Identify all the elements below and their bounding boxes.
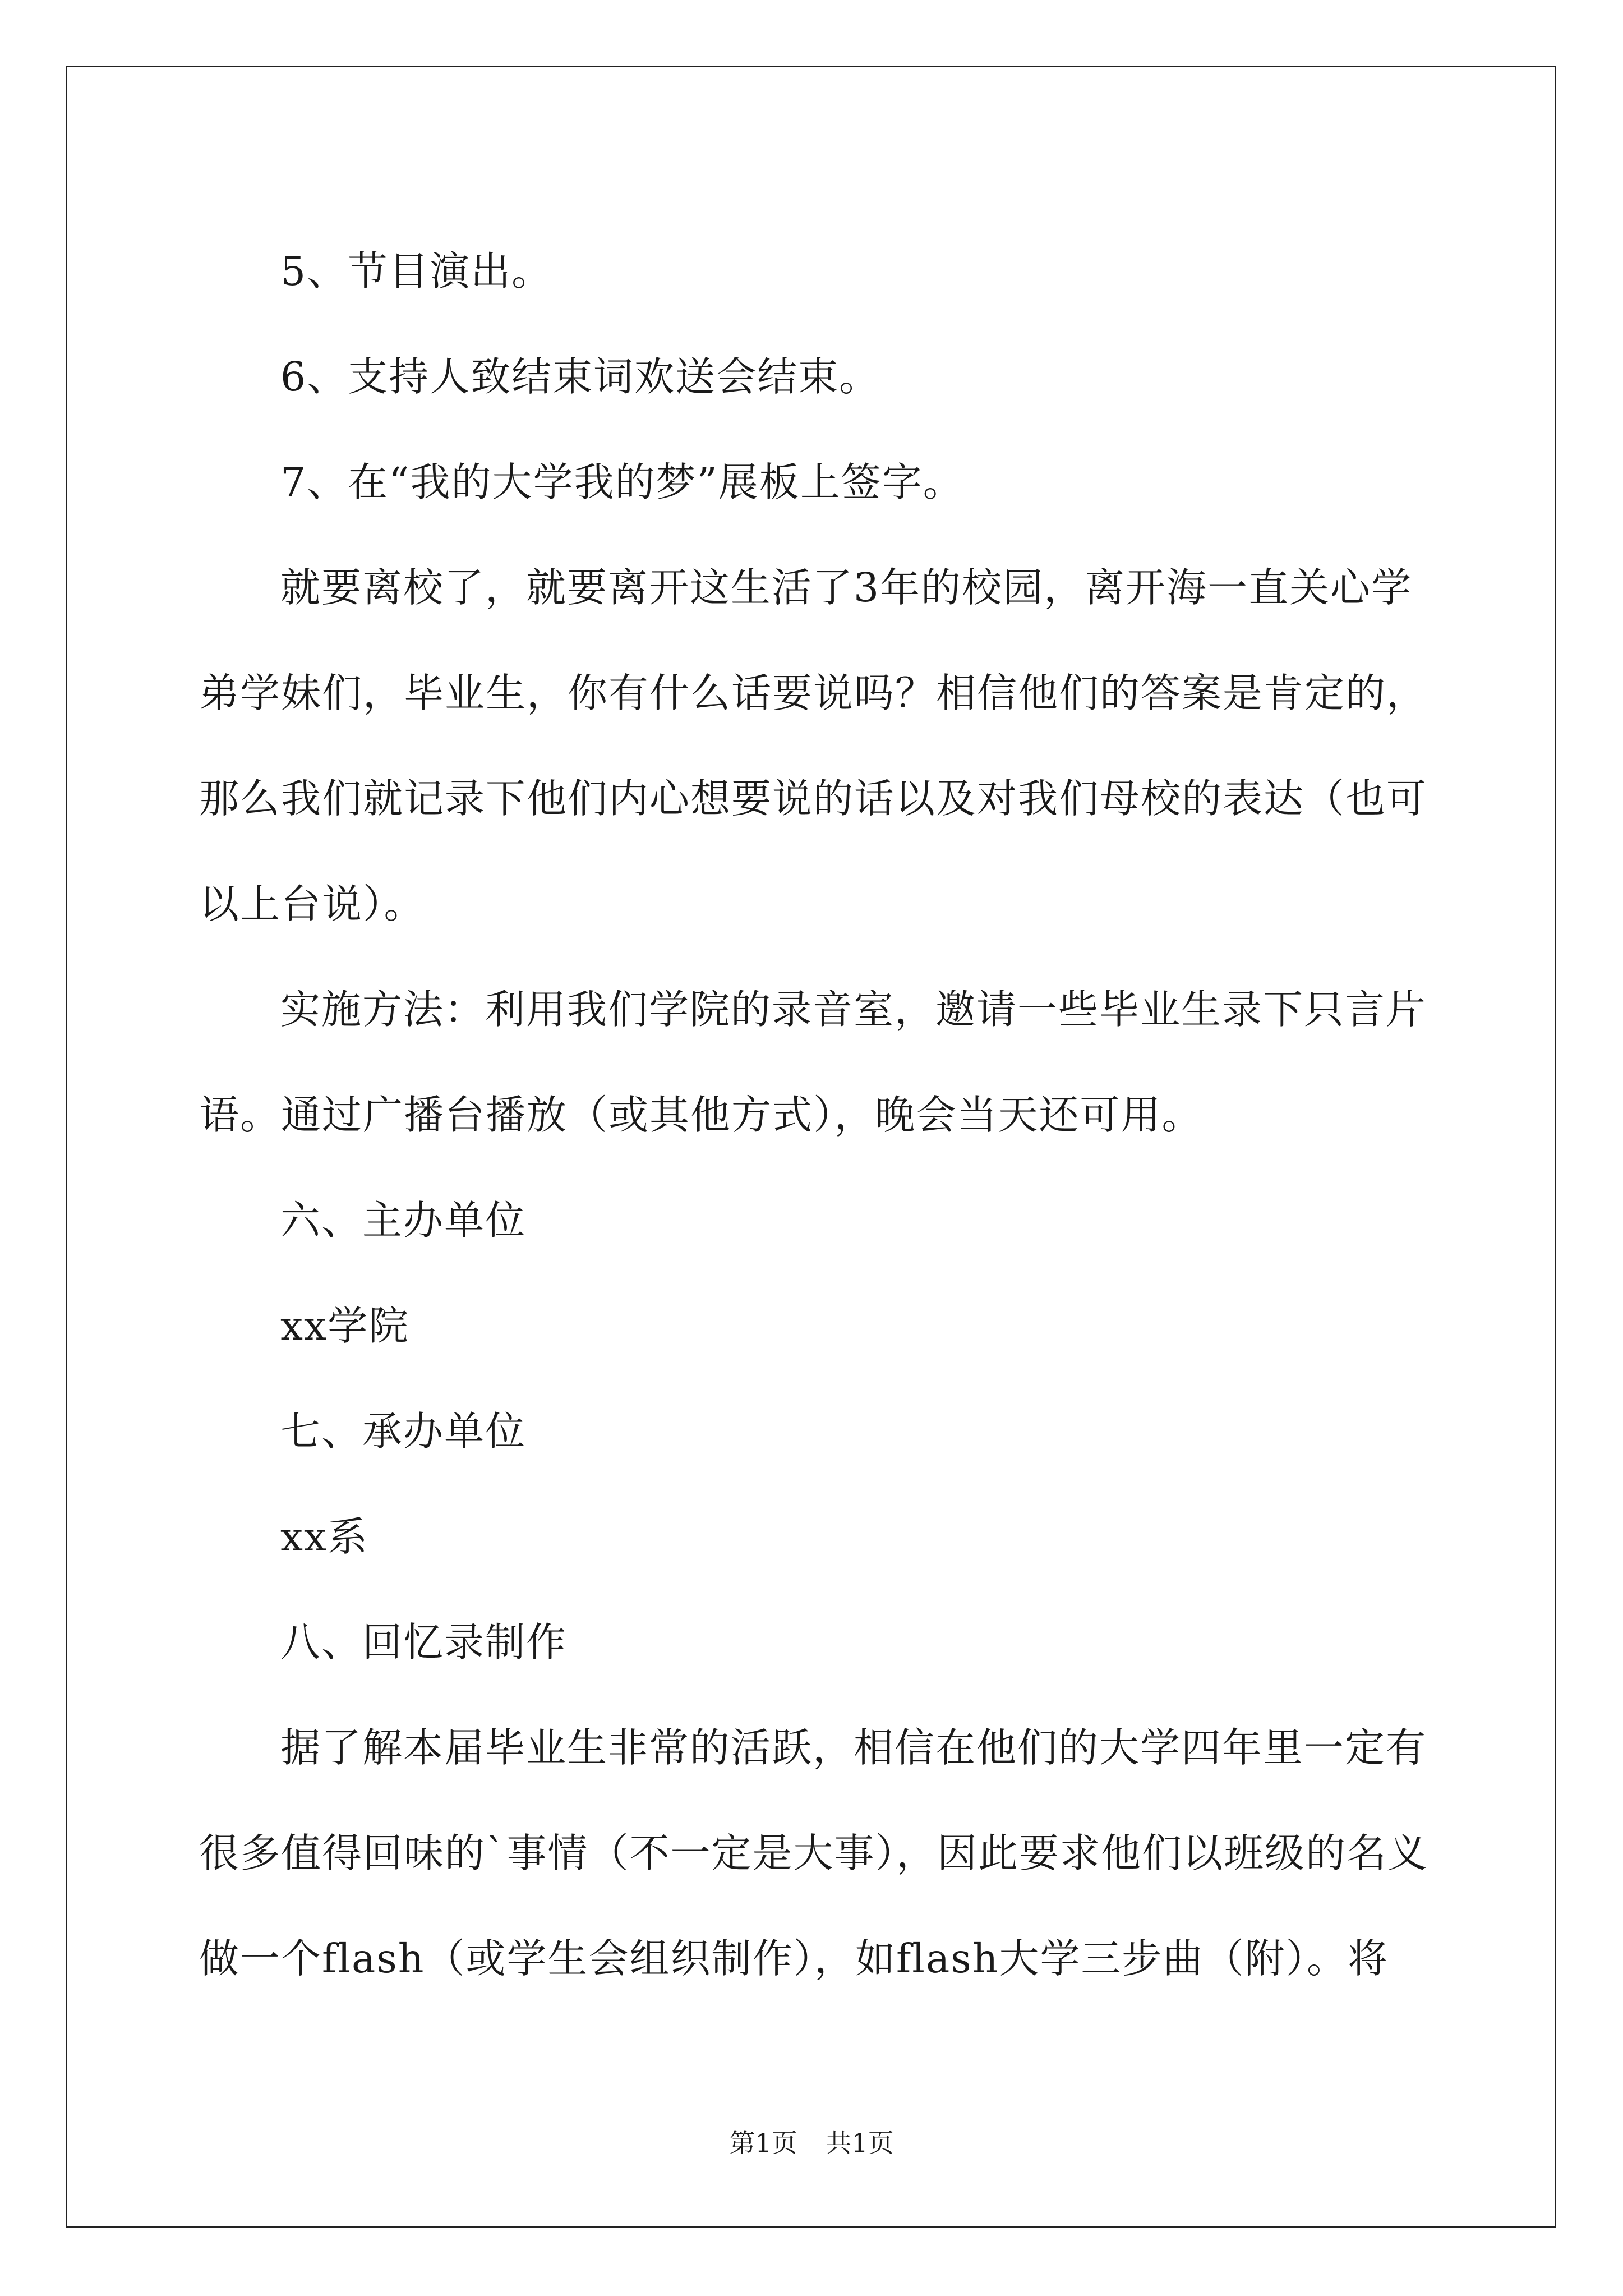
- section-heading: 七、承办单位: [280, 1408, 527, 1455]
- text-line: 6、支持人致结束词欢送会结束。: [280, 353, 880, 400]
- text-line: 做一个flash（或学生会组织制作），如flash大学三步曲（附）。将: [199, 1935, 1389, 1982]
- text-line: 5、节目演出。: [280, 248, 553, 295]
- section-heading: 六、主办单位: [280, 1197, 527, 1244]
- document-body: [199, 219, 1428, 2012]
- text-line: 实施方法：利用我们学院的录音室，邀请一些毕业生录下只言片: [280, 986, 1427, 1033]
- text-line: xx系: [280, 1513, 369, 1560]
- page-total: 共1页: [826, 2128, 894, 2158]
- text-line: 以上台说）。: [199, 881, 425, 927]
- page-number: 第1页: [729, 2128, 797, 2158]
- text-line: 语。通过广播台播放（或其他方式），晚会当天还可用。: [199, 1092, 1203, 1138]
- section-heading: 八、回忆录制作: [280, 1619, 568, 1665]
- text-line: 就要离校了，就要离开这生活了3年的校园，离开海一直关心学: [280, 564, 1413, 611]
- text-line: 弟学妹们，毕业生，你有什么话要说吗？相信他们的答案是肯定的，: [199, 670, 1428, 716]
- text-line: 7、在“我的大学我的梦”展板上签字。: [280, 459, 964, 505]
- page-footer: [0, 2126, 1623, 2160]
- text-line: 很多值得回味的`事情（不一定是大事），因此要求他们以班级的名义: [199, 1830, 1429, 1876]
- text-line: xx学院: [280, 1303, 410, 1349]
- text-line: 那么我们就记录下他们内心想要说的话以及对我们母校的表达（也可: [199, 775, 1428, 822]
- text-line: 据了解本届毕业生非常的活跃，相信在他们的大学四年里一定有: [280, 1724, 1427, 1771]
